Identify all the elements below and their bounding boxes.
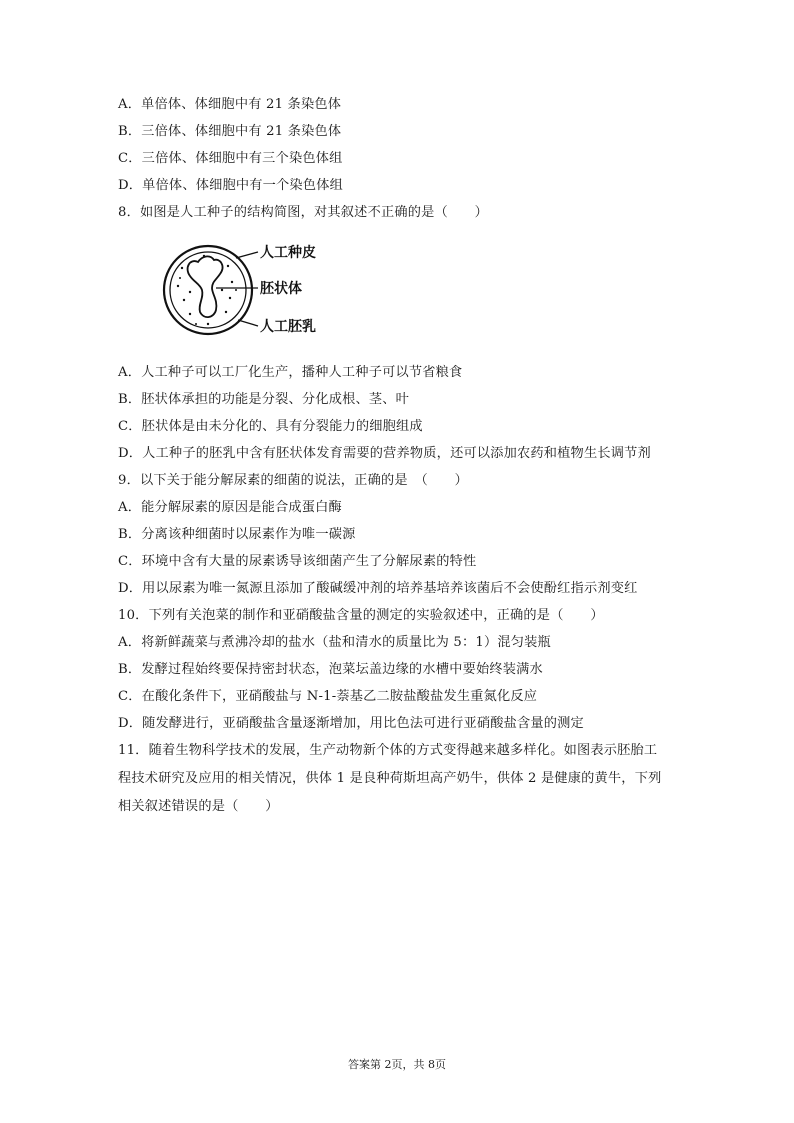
- q10-stem: 10．下列有关泡菜的制作和亚硝酸盐含量的测定的实验叙述中，正确的是（ ）: [118, 608, 604, 623]
- q8-option-b: B．胚状体承担的功能是分裂、分化成根、茎、叶: [118, 392, 410, 407]
- page-footer: 答案第 2页，共 8页: [348, 1058, 446, 1071]
- q11-stem-line-2: 程技术研究及应用的相关情况，供体 1 是良种荷斯坦高产奶牛，供体 2 是健康的黄牛，下列: [118, 771, 662, 786]
- q10-option-b: B．发酵过程始终要保持密封状态，泡菜坛盖边缘的水槽中要始终装满水: [118, 662, 543, 677]
- q9-option-b: B．分离该种细菌时以尿素作为唯一碳源: [118, 527, 356, 542]
- q10-option-a: A．将新鲜蔬菜与煮沸冷却的盐水（盐和清水的质量比为 5：1）混匀装瓶: [118, 635, 551, 650]
- leader-coat: [236, 252, 258, 258]
- q8-option-a: A．人工种子可以工厂化生产，播种人工种子可以节省粮食: [118, 365, 463, 380]
- q11-stem-line-3: 相关叙述错误的是（ ）: [118, 799, 279, 814]
- q9-option-a: A．能分解尿素的原因是能合成蛋白酶: [118, 500, 342, 515]
- q9-option-c: C．环境中含有大量的尿素诱导该细菌产生了分解尿素的特性: [118, 554, 477, 569]
- q9-stem: 9．以下关于能分解尿素的细菌的说法，正确的是 （ ）: [118, 473, 469, 488]
- q7-option-d: D．单倍体、体细胞中有一个染色体组: [118, 178, 343, 193]
- q10-option-c: C．在酸化条件下，亚硝酸盐与 N-1-萘基乙二胺盐酸盐发生重氮化反应: [118, 689, 538, 704]
- label-embryoid: 胚状体: [260, 281, 302, 297]
- embryoid-shape: [188, 256, 223, 317]
- q9-option-d: D．用以尿素为唯一氮源且添加了酸碱缓冲剂的培养基培养该菌后不会使酚红指示剂变红: [118, 581, 638, 596]
- q11-stem-line-1: 11．随着生物科学技术的发展，生产动物新个体的方式变得越来越多样化。如图表示胚胎工: [118, 743, 658, 758]
- q8-stem: 8．如图是人工种子的结构简图，对其叙述不正确的是（ ）: [118, 205, 489, 220]
- leader-endosperm: [238, 320, 258, 326]
- q10-option-d: D．随发酵进行，亚硝酸盐含量逐渐增加，用比色法可进行亚硝酸盐含量的测定: [118, 716, 584, 731]
- q8-option-d: D．人工种子的胚乳中含有胚状体发育需要的营养物质，还可以添加农药和植物生长调节剂: [118, 446, 651, 461]
- q7-option-b: B．三倍体、体细胞中有 21 条染色体: [118, 124, 342, 139]
- label-seed-coat: 人工种皮: [260, 245, 316, 261]
- label-endosperm: 人工胚乳: [260, 319, 316, 335]
- artificial-seed-figure: [160, 238, 350, 350]
- q7-option-c: C．三倍体、体细胞中有三个染色体组: [118, 151, 343, 166]
- q8-option-c: C．胚状体是由未分化的、具有分裂能力的细胞组成: [118, 419, 423, 434]
- q7-option-a: A．单倍体、体细胞中有 21 条染色体: [118, 97, 342, 112]
